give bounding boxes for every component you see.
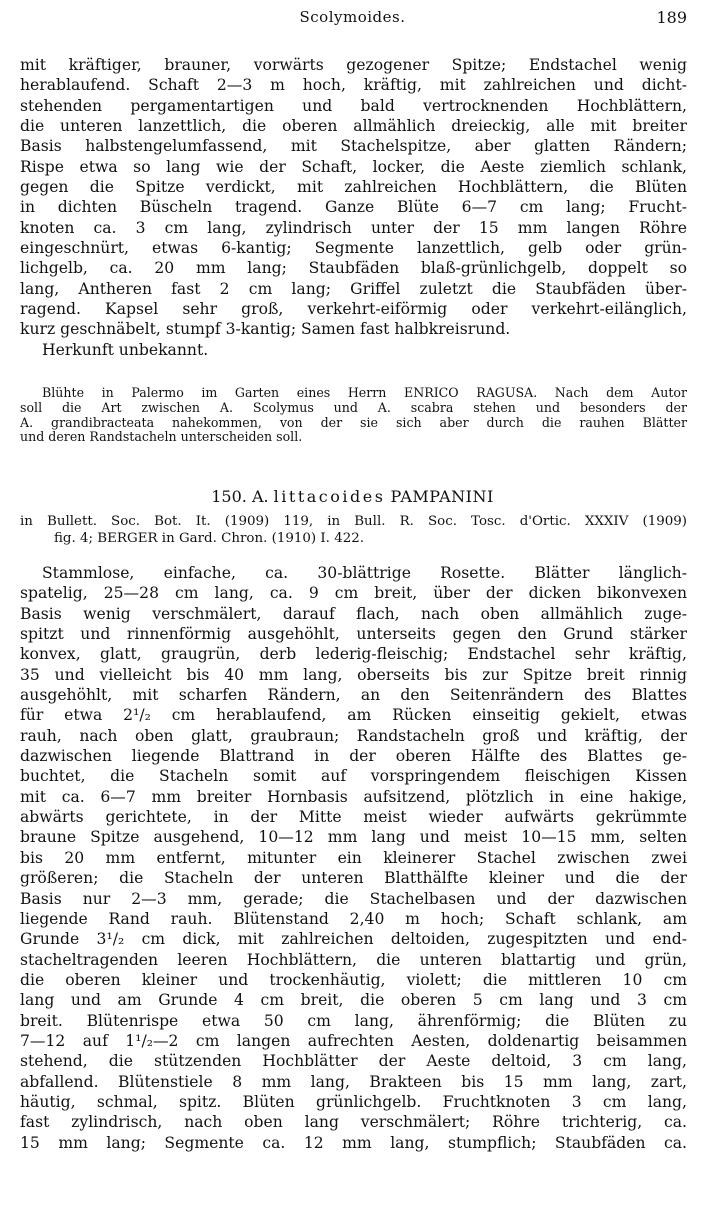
running-title: Scolymoides. xyxy=(299,8,406,26)
literature-references xyxy=(20,514,687,547)
text-line: abfallend. Blütenstiele 8 mm lang, Brakteen bis 15 mm lang, zart, xyxy=(20,1072,687,1091)
text-line: die unteren lanzettlich, die oberen allmählich dreieckig, alle mit breiter xyxy=(20,117,687,136)
text-line: abwärts gerichtete, in der Mitte meist wieder aufwärts gekrümmte xyxy=(20,808,687,827)
reference-line: fig. 4; BERGER in Gard. Chron. (1910) I. 422. xyxy=(54,530,365,546)
text-line: lang und am Grunde 4 cm breit, die oberen 5 cm lang und 3 cm xyxy=(20,991,687,1010)
text-line: Grunde 3¹/₂ cm dick, mit zahlreichen deltoiden, zugespitzten und end- xyxy=(20,930,687,949)
text-line: 35 und vielleicht bis 40 mm lang, oberseits bis zur Spitze breit rinnig xyxy=(20,665,687,684)
species-epithet: littacoides xyxy=(273,487,386,506)
text-line: für etwa 2¹/₂ cm herablaufend, am Rücken einseitig gekielt, etwas xyxy=(20,706,687,725)
species-description xyxy=(20,563,687,1153)
text-line: Stammlose, einfache, ca. 30-blättrige Rosette. Blätter länglich- xyxy=(42,564,687,582)
text-line: stacheltragenden leeren Hochblättern, die unteren blattartig und grün, xyxy=(20,950,687,969)
text-line: rauh, nach oben glatt, graubraun; Randstacheln groß und kräftig, der xyxy=(20,726,687,745)
text-line: in dichten Büscheln tragend. Ganze Blüte 6—7 cm lang; Frucht- xyxy=(20,198,687,217)
note-line: soll die Art zwischen A. Scolymus und A. scabra stehen und besonders der xyxy=(20,400,687,415)
text-line: konvex, glatt, graugrün, derb lederig-fleischig; Endstachel sehr kräftig, xyxy=(20,645,687,664)
reference-line: in Bullett. Soc. Bot. It. (1909) 119, in Bull. R. Soc. Tosc. d'Ortic. XXXIV (1909) xyxy=(20,514,687,529)
species-author: PAMPANINI xyxy=(390,487,494,506)
text-line: spatelig, 25—28 cm lang, ca. 9 cm breit, über der dicken bikonvexen xyxy=(20,584,687,603)
text-line: ragend. Kapsel sehr groß, verkehrt-eiförmig oder verkehrt-eilänglich, xyxy=(20,300,687,319)
text-line: lang, Antheren fast 2 cm lang; Griffel zuletzt die Staubfäden über- xyxy=(20,279,687,298)
text-line: stehend, die stützenden Hochblätter der Aeste deltoid, 3 cm lang, xyxy=(20,1052,687,1071)
text-line: stehenden pergamentartigen und bald vertrocknenden Hochblättern, xyxy=(20,96,687,115)
species-heading xyxy=(0,487,705,506)
text-line: breit. Blütenrispe etwa 50 cm lang, ährenförmig; die Blüten zu xyxy=(20,1011,687,1030)
text-line: gegen die Spitze verdickt, mit zahlreichen Hochblättern, die Blüten xyxy=(20,178,687,197)
page-number: 189 xyxy=(656,8,687,27)
text-line: 15 mm lang; Segmente ca. 12 mm lang, stumpflich; Staubfäden ca. xyxy=(20,1133,687,1152)
text-line: Basis halbstengelumfassend, mit Stachelspitze, aber glatten Rändern; xyxy=(20,137,687,156)
text-line: herablaufend. Schaft 2—3 m hoch, kräftig, mit zahlreichen und dicht- xyxy=(20,76,687,95)
note-line: und deren Randstacheln unterscheiden soll. xyxy=(20,430,303,445)
text-line: Basis nur 2—3 mm, gerade; die Stachelbasen und der dazwischen xyxy=(20,889,687,908)
text-line: eingeschnürt, etwas 6-kantig; Segmente lanzettlich, gelb oder grün- xyxy=(20,239,687,258)
text-line: knoten ca. 3 cm lang, zylindrisch unter der 15 mm langen Röhre xyxy=(20,218,687,237)
text-line: mit kräftiger, brauner, vorwärts gezogener Spitze; Endstachel wenig xyxy=(20,56,687,74)
text-line: die oberen kleiner und trockenhäutig, violett; die mittleren 10 cm xyxy=(20,970,687,989)
text-line: ausgehöhlt, mit scharfen Rändern, an den Seitenrändern des Blattes xyxy=(20,686,687,705)
text-line: mit ca. 6—7 mm breiter Hornbasis aufsitzend, plötzlich in eine hakige, xyxy=(20,787,687,806)
text-line: lichgelb, ca. 20 mm lang; Staubfäden blaß-grünlichgelb, doppelt so xyxy=(20,259,687,278)
text-line: spitzt und rinnenförmig ausgehöhlt, unterseits gegen den Grund stärker xyxy=(20,625,687,644)
text-line: Rispe etwa so lang wie der Schaft, locker, die Aeste ziemlich schlank, xyxy=(20,157,687,176)
text-line: bis 20 mm entfernt, mitunter ein kleinerer Stachel zwischen zwei xyxy=(20,848,687,867)
text-line: größeren; die Stacheln der unteren Blatthälfte kleiner und die der xyxy=(20,869,687,888)
origin-line: Herkunft unbekannt. xyxy=(42,340,209,359)
text-line: braune Spitze ausgehend, 10—12 mm lang und meist 10—15 mm, selten xyxy=(20,828,687,847)
species-genus: A. xyxy=(251,487,269,506)
text-line: 7—12 auf 1¹/₂—2 cm langen aufrechten Aesten, doldenartig beisammen xyxy=(20,1031,687,1050)
text-line: fast zylindrisch, nach oben lang verschmälert; Röhre trichterig, ca. xyxy=(20,1113,687,1132)
text-line: Basis wenig verschmälert, darauf flach, nach oben allmählich zuge- xyxy=(20,604,687,623)
note-line: Blühte in Palermo im Garten eines Herrn ENRICO RAGUSA. Nach dem Autor xyxy=(42,386,687,400)
text-line: häutig, schmal, spitz. Blüten grünlichgelb. Fruchtknoten 3 cm lang, xyxy=(20,1092,687,1111)
note-line: A. grandibracteata nahekommen, von der sie sich aber durch die rauhen Blätter xyxy=(20,415,687,430)
species-number: 150. xyxy=(211,487,247,506)
text-line: dazwischen liegende Blattrand in der oberen Hälfte des Blattes ge- xyxy=(20,747,687,766)
cultivation-note xyxy=(20,386,687,445)
continued-description xyxy=(20,55,687,360)
text-line: buchtet, die Stacheln somit auf vorspringendem fleischigen Kissen xyxy=(20,767,687,786)
text-line: liegende Rand rauh. Blütenstand 2,40 m hoch; Schaft schlank, am xyxy=(20,909,687,928)
text-line: kurz geschnäbelt, stumpf 3-kantig; Samen fast halbkreisrund. xyxy=(20,320,511,339)
